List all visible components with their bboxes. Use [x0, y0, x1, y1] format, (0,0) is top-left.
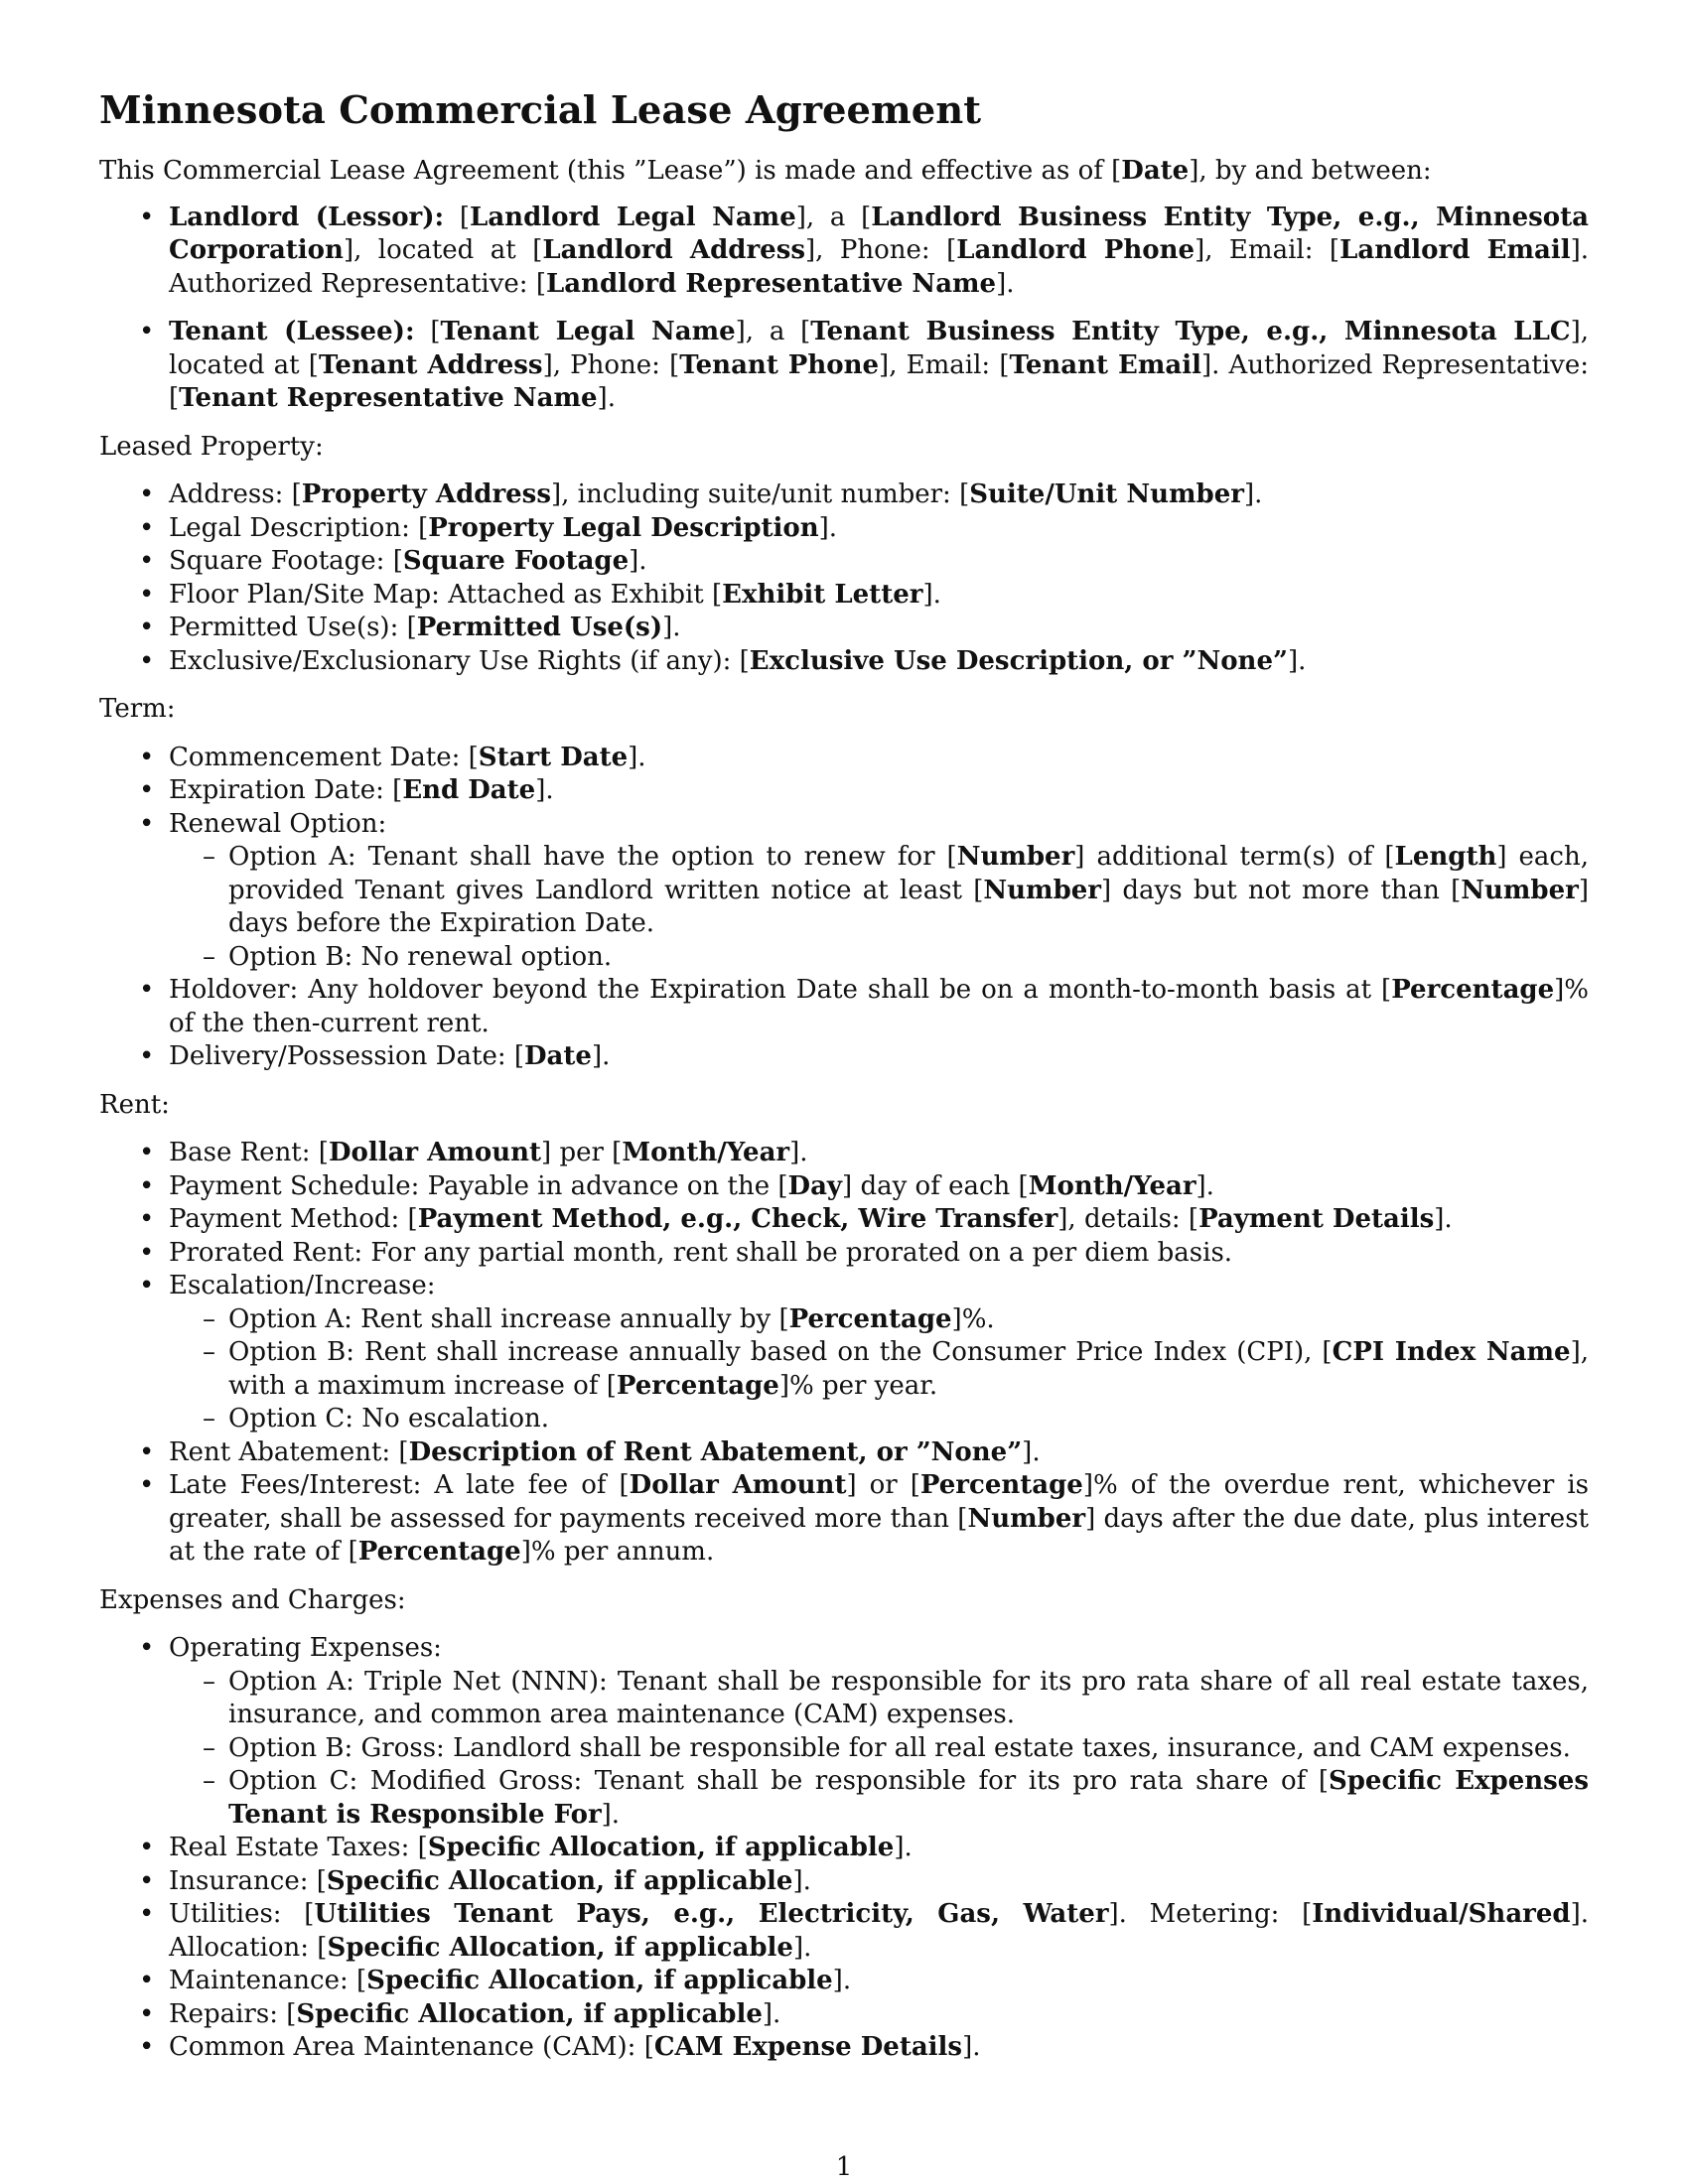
- list-item: • Commencement Date: [Start Date].: [99, 742, 1589, 775]
- escalation-options-list: [169, 1303, 1589, 1436]
- sub-list-item: – Option A: Tenant shall have the option to renew for [Number] additional term(s) of [Length] each, provided Tenant gives Landlord written notice at least [Number] days but not more than [Number] days before the Expiration Date.: [169, 841, 1589, 941]
- list-item: • Common Area Maintenance (CAM): [CAM Expense Details].: [99, 2031, 1589, 2065]
- list-item: • Payment Method: [Payment Method, e.g., Check, Wire Transfer], details: [Payment Details].: [99, 1203, 1589, 1237]
- list-item: • Rent Abatement: [Description of Rent Abatement, or ”None”].: [99, 1436, 1589, 1470]
- property-list: [99, 478, 1589, 678]
- sub-list-item: – Option A: Rent shall increase annually by [Percentage]%.: [169, 1303, 1589, 1337]
- page-number: 1: [835, 2152, 853, 2182]
- list-item: • Utilities: [Utilities Tenant Pays, e.g., Electricity, Gas, Water]. Metering: [Individual/Shared]. Allocation: [Specific Allocation, if applicable].: [99, 1898, 1589, 1965]
- rent-list: [99, 1137, 1589, 1570]
- operating-options-list: [169, 1666, 1589, 1833]
- sub-list-item: – Option B: No renewal option.: [169, 941, 1589, 975]
- tenant-label: Tenant (Lessee):: [169, 317, 415, 346]
- list-item: • Repairs: [Specific Allocation, if applicable].: [99, 1998, 1589, 2032]
- sub-list-item: – Option C: Modified Gross: Tenant shall be responsible for its pro rata share of [Specific Expenses Tenant is Responsible For].: [169, 1765, 1589, 1832]
- list-item: • Late Fees/Interest: A late fee of [Dollar Amount] or [Percentage]% of the overdue rent, whichever is greater, shall be assessed for payments received more than [Number] days after the due date, plus interest at the rate of [Percentage]% per annum.: [99, 1469, 1589, 1570]
- list-item: • Holdover: Any holdover beyond the Expiration Date shall be on a month-to-month basis at [Percentage]% of the then-current rent.: [99, 974, 1589, 1040]
- landlord-item: • Landlord (Lessor): [Landlord Legal Name], a [Landlord Business Entity Type, e.g., Minnesota Corporation], located at [Landlord Address], Phone: [Landlord Phone], Email: [Landlord Email]. Authorized Representative: [Landlord Representative Name].: [99, 202, 1589, 302]
- list-item: • Square Footage: [Square Footage].: [99, 545, 1589, 579]
- placeholder-date: Date: [1121, 156, 1190, 186]
- list-item: • Payment Schedule: Payable in advance on the [Day] day of each [Month/Year].: [99, 1170, 1589, 1204]
- renewal-options-list: [169, 841, 1589, 974]
- sub-list-item: – Option A: Triple Net (NNN): Tenant shall be responsible for its pro rata share of all real estate taxes, insurance, and common area maintenance (CAM) expenses.: [169, 1666, 1589, 1732]
- list-item: • Maintenance: [Specific Allocation, if applicable].: [99, 1965, 1589, 1998]
- sub-list-item: – Option B: Gross: Landlord shall be responsible for all real estate taxes, insurance, and CAM expenses.: [169, 1732, 1589, 1766]
- list-item: • Floor Plan/Site Map: Attached as Exhibit [Exhibit Letter].: [99, 579, 1589, 613]
- parties-list: [99, 202, 1589, 416]
- term-list: [99, 742, 1589, 1074]
- section-label-rent: Rent:: [99, 1089, 170, 1120]
- list-item: • Permitted Use(s): [Permitted Use(s)].: [99, 612, 1589, 645]
- list-item: • Base Rent: [Dollar Amount] per [Month/Year].: [99, 1137, 1589, 1170]
- list-item: • Exclusive/Exclusionary Use Rights (if any): [Exclusive Use Description, or ”None”].: [99, 645, 1589, 679]
- list-item: • Expiration Date: [End Date].: [99, 774, 1589, 808]
- list-item: • Operating Expenses: – Option A: Triple Net (NNN): Tenant shall be responsible for its pro rata share of all real estate taxes, insurance, and common area maintenance (CAM) expenses. – Option B: Gross: Landlord shall be responsible for all real estate taxes, insurance, and CAM expenses. – Option C: Modified Gross: Tenant shall be responsible for its pro rata share of [Specific Expenses Tenant is Responsible For].: [99, 1632, 1589, 1832]
- section-label-term: Term:: [99, 694, 176, 724]
- section-label-expenses: Expenses and Charges:: [99, 1584, 406, 1615]
- sub-list-item: – Option C: No escalation.: [169, 1403, 1589, 1436]
- list-item: • Address: [Property Address], including suite/unit number: [Suite/Unit Number].: [99, 478, 1589, 512]
- sub-list-item: – Option B: Rent shall increase annually based on the Consumer Price Index (CPI), [CPI Index Name], with a maximum increase of [Percentage]% per year.: [169, 1336, 1589, 1403]
- section-label-property: Leased Property:: [99, 431, 324, 462]
- list-item: • Legal Description: [Property Legal Description].: [99, 512, 1589, 546]
- expenses-list: [99, 1632, 1589, 2065]
- list-item: • Escalation/Increase: – Option A: Rent shall increase annually by [Percentage]%. – Option B: Rent shall increase annually based on the Consumer Price Index (CPI), [CPI Index Name], with a maximum increase of [Percentage]% per year. – Option C: No escalation.: [99, 1270, 1589, 1436]
- intro-paragraph: This Commercial Lease Agreement (this ”Lease”) is made and effective as of [Date], by and between:: [99, 156, 1432, 186]
- list-item: • Real Estate Taxes: [Specific Allocation, if applicable].: [99, 1832, 1589, 1865]
- list-item: • Delivery/Possession Date: [Date].: [99, 1040, 1589, 1074]
- tenant-item: • Tenant (Lessee): [Tenant Legal Name], a [Tenant Business Entity Type, e.g., Minnesota LLC], located at [Tenant Address], Phone: [Tenant Phone], Email: [Tenant Email]. Authorized Representative: [Tenant Representative Name].: [99, 316, 1589, 416]
- list-item: • Prorated Rent: For any partial month, rent shall be prorated on a per diem basis.: [99, 1237, 1589, 1271]
- list-item: • Renewal Option: – Option A: Tenant shall have the option to renew for [Number] additional term(s) of [Length] each, provided Tenant gives Landlord written notice at least [Number] days but not more than [Number] days before the Expiration Date. – Option B: No renewal option.: [99, 808, 1589, 975]
- list-item: • Insurance: [Specific Allocation, if applicable].: [99, 1865, 1589, 1899]
- document-title: Minnesota Commercial Lease Agreement: [99, 88, 981, 133]
- document-page: [99, 0, 1589, 2184]
- landlord-label: Landlord (Lessor):: [169, 202, 445, 232]
